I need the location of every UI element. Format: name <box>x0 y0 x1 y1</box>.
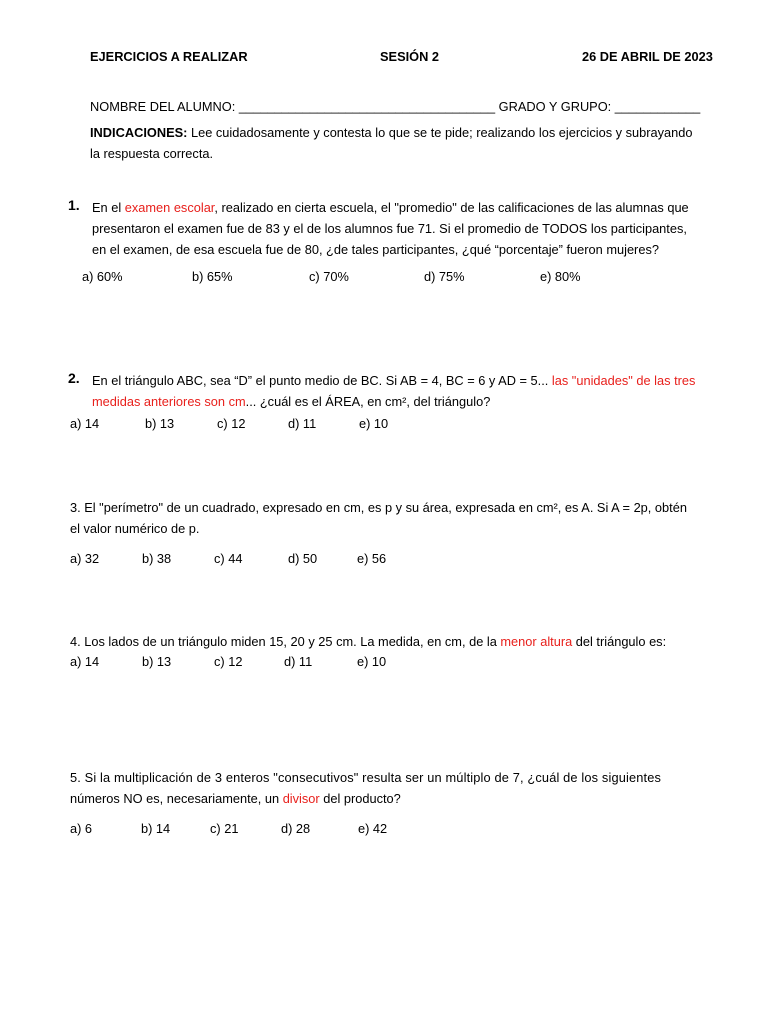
name-label: NOMBRE DEL ALUMNO: <box>90 99 236 114</box>
question-5-text: números NO es, necesariamente, un <box>70 791 283 806</box>
q2-option-e[interactable]: e) 10 <box>359 416 389 431</box>
question-1-highlight: examen escolar <box>124 200 215 215</box>
q4-option-c[interactable]: c) 12 <box>214 654 243 669</box>
question-2-line-1 <box>92 370 695 391</box>
q4-option-e[interactable]: e) 10 <box>357 654 387 669</box>
question-4-text: 4. Los lados de un triángulo miden 15, 20 y 25 cm. La medida, en cm, de la <box>70 634 501 649</box>
question-2-number: 2. <box>68 370 80 386</box>
q1-option-c[interactable]: c) 70% <box>309 269 349 284</box>
q4-option-d[interactable]: d) 11 <box>284 654 313 669</box>
q4-option-a[interactable]: a) 14 <box>70 654 100 669</box>
q3-option-a[interactable]: a) 32 <box>70 551 100 566</box>
question-4-text: del triángulo es: <box>572 634 667 649</box>
q3-option-d[interactable]: d) 50 <box>288 551 318 566</box>
group-field[interactable]: ____________ <box>614 99 701 114</box>
instructions-text-2: la respuesta correcta. <box>90 146 214 161</box>
q1-option-d[interactable]: d) 75% <box>424 269 465 284</box>
q1-option-a[interactable]: a) 60% <box>82 269 123 284</box>
q3-option-b[interactable]: b) 38 <box>142 551 172 566</box>
question-1-line-2: presentaron el examen fue de 83 y el de los alumnos fue 71. Si el promedio de TODOS los participantes, <box>92 221 687 236</box>
question-2-line-2 <box>92 391 490 412</box>
question-1-text: En el <box>92 200 125 215</box>
question-5-line-2 <box>70 788 401 809</box>
question-1-number: 1. <box>68 197 80 213</box>
group-label: GRADO Y GRUPO: <box>498 99 612 114</box>
student-line <box>90 99 700 114</box>
header-session: SESIÓN 2 <box>380 49 440 64</box>
q5-option-c[interactable]: c) 21 <box>210 821 239 836</box>
question-5-line-1: 5. Si la multiplicación de 3 enteros "consecutivos" resulta ser un múltiplo de 7, ¿cuál de los siguientes <box>70 770 662 785</box>
q1-option-b[interactable]: b) 65% <box>192 269 233 284</box>
q2-option-c[interactable]: c) 12 <box>217 416 246 431</box>
question-5-highlight: divisor <box>282 791 320 806</box>
header-title: EJERCICIOS A REALIZAR <box>90 49 248 64</box>
question-3-line-2: el valor numérico de p. <box>70 521 200 536</box>
q4-option-b[interactable]: b) 13 <box>142 654 172 669</box>
instructions-label: INDICACIONES: <box>90 125 188 140</box>
question-4-highlight: menor altura <box>500 634 573 649</box>
question-4-line-1 <box>70 631 666 652</box>
question-2-highlight-2: medidas anteriores son cm <box>92 394 246 409</box>
question-5-text: del producto? <box>319 791 401 806</box>
question-1-text: , realizado en cierta escuela, el "promedio" de las calificaciones de las alumnas que <box>214 200 689 215</box>
q2-option-b[interactable]: b) 13 <box>145 416 175 431</box>
q5-option-d[interactable]: d) 28 <box>281 821 311 836</box>
instructions-text: Lee cuidadosamente y contesta lo que se te pide; realizando los ejercicios y subrayando <box>190 125 693 140</box>
q5-option-e[interactable]: e) 42 <box>358 821 388 836</box>
instructions <box>90 122 693 143</box>
q5-option-b[interactable]: b) 14 <box>141 821 171 836</box>
question-2-text: En el triángulo ABC, sea “D” el punto medio de BC. Si AB = 4, BC = 6 y AD = 5... <box>92 373 552 388</box>
name-field[interactable]: ____________________________________ <box>238 99 496 114</box>
question-1-line-1 <box>92 197 689 218</box>
q2-option-a[interactable]: a) 14 <box>70 416 100 431</box>
q3-option-c[interactable]: c) 44 <box>214 551 243 566</box>
q2-option-d[interactable]: d) 11 <box>288 416 317 431</box>
q3-option-e[interactable]: e) 56 <box>357 551 387 566</box>
question-2-text: ... ¿cuál es el ÁREA, en cm², del triángulo? <box>245 394 491 409</box>
question-3-line-1: 3. El "perímetro" de un cuadrado, expresado en cm, es p y su área, expresada en cm², es A. Si A = 2p, obtén <box>70 500 687 515</box>
question-1-line-3: en el examen, de esa escuela fue de 80, ¿de tales participantes, ¿qué “porcentaje” fueron mujeres? <box>92 242 659 257</box>
question-2-highlight: las "unidades" de las tres <box>551 373 696 388</box>
q1-option-e[interactable]: e) 80% <box>540 269 581 284</box>
header-date: 26 DE ABRIL DE 2023 <box>582 49 713 64</box>
q5-option-a[interactable]: a) 6 <box>70 821 93 836</box>
